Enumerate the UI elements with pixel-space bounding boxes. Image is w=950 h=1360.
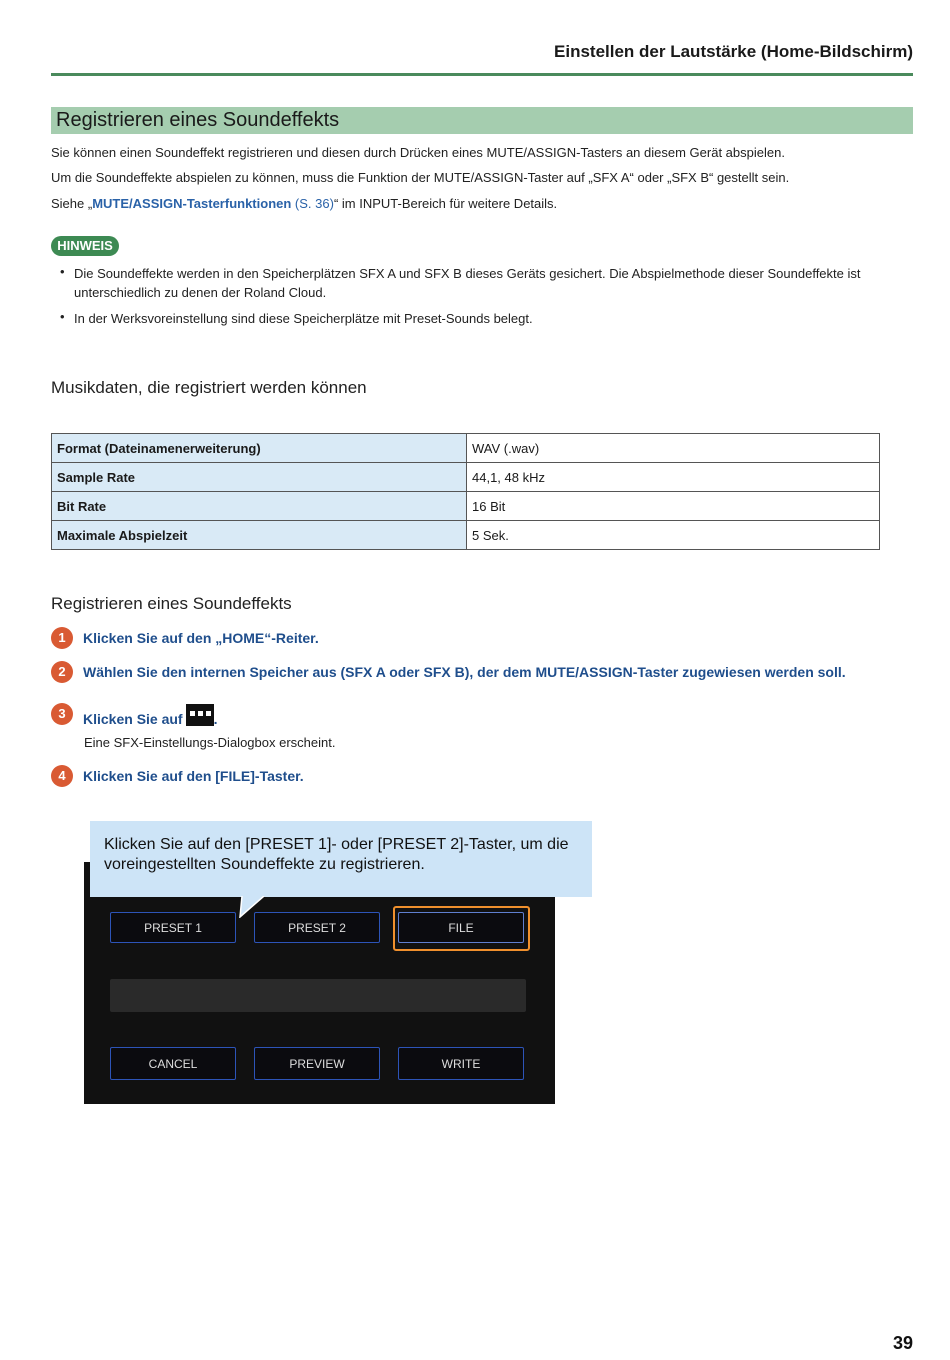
preview-button[interactable]: PREVIEW: [254, 1047, 380, 1080]
table-row: [52, 434, 880, 463]
note-item-1: Die Soundeffekte werden in den Speicherplätzen SFX A und SFX B dieses Geräts gesichert. Die Abspielmethode dieser Soundeffekte ist unterschiedlich zu denen der Roland Cloud.: [74, 266, 861, 300]
bullet-icon: •: [60, 264, 65, 279]
page-reference-link[interactable]: (S. 36): [291, 196, 334, 211]
write-button[interactable]: WRITE: [398, 1047, 524, 1080]
intro-line-3: [51, 196, 557, 211]
sfx-settings-dialog: [84, 862, 555, 1104]
note-item-2: In der Werksvoreinstellung sind diese Speicherplätze mit Preset-Sounds belegt.: [74, 311, 533, 326]
intro-line-3-suffix: “ im INPUT-Bereich für weitere Details.: [333, 196, 558, 211]
procedure-heading: Registrieren eines Soundeffekts: [51, 594, 292, 613]
more-options-icon: [186, 704, 214, 726]
preset-1-button[interactable]: PRESET 1: [110, 912, 236, 943]
music-data-table: [51, 433, 880, 550]
table-key: Format (Dateinamenerweiterung): [52, 434, 467, 463]
table-row: [52, 492, 880, 521]
table-row: [52, 463, 880, 492]
step-text-3-suffix: .: [213, 711, 218, 727]
step-number-3: 3: [51, 703, 73, 725]
intro-line-2: Um die Soundeffekte abspielen zu können, muss die Funktion der MUTE/ASSIGN-Taster auf „SFX A“ oder „SFX B“ gestellt sein.: [51, 170, 790, 185]
callout-pointer-icon: [238, 896, 268, 918]
step-number-1: 1: [51, 627, 73, 649]
step-text-4: Klicken Sie auf den [FILE]-Taster.: [83, 768, 304, 784]
callout-box: [90, 821, 592, 897]
hinweis-badge: HINWEIS: [51, 236, 119, 256]
bullet-icon: •: [60, 309, 65, 324]
header-divider: [51, 73, 913, 76]
file-button[interactable]: FILE: [398, 912, 524, 943]
table-key: Maximale Abspielzeit: [52, 521, 467, 550]
table-key: Sample Rate: [52, 463, 467, 492]
page-number: 39: [892, 1333, 913, 1353]
step-number-4: 4: [51, 765, 73, 787]
page-header-title: Einstellen der Lautstärke (Home-Bildschirm): [554, 42, 913, 61]
preset-2-button[interactable]: PRESET 2: [254, 912, 380, 943]
section-title-band: [51, 107, 913, 134]
section-title: Registrieren eines Soundeffekts: [56, 109, 340, 131]
table-value: WAV (.wav): [467, 434, 880, 463]
cancel-button[interactable]: CANCEL: [110, 1047, 236, 1080]
step-3-note: Eine SFX-Einstellungs-Dialogbox erscheint.: [84, 735, 336, 750]
table-key: Bit Rate: [52, 492, 467, 521]
step-number-2: 2: [51, 661, 73, 683]
table-row: [52, 521, 880, 550]
step-text-1: Klicken Sie auf den „HOME“-Reiter.: [83, 630, 319, 646]
music-data-heading: Musikdaten, die registriert werden können: [51, 378, 367, 397]
intro-line-1: Sie können einen Soundeffekt registrieren und diesen durch Drücken eines MUTE/ASSIGN-Tasters an diesem Gerät abspielen.: [51, 145, 785, 160]
file-name-display: [110, 979, 526, 1012]
step-text-2: Wählen Sie den internen Speicher aus (SFX A oder SFX B), der dem MUTE/ASSIGN-Taster zugewiesen werden soll.: [83, 664, 846, 680]
step-text-3: [83, 704, 217, 727]
step-text-3-label: Klicken Sie auf: [83, 711, 183, 727]
table-value: 16 Bit: [467, 492, 880, 521]
mute-assign-link[interactable]: MUTE/ASSIGN-Tasterfunktionen: [92, 196, 292, 211]
callout-text: Klicken Sie auf den [PRESET 1]- oder [PRESET 2]-Taster, um die voreingestellten Soundeffekte zu registrieren.: [104, 836, 569, 873]
table-value: 44,1, 48 kHz: [467, 463, 880, 492]
table-value: 5 Sek.: [467, 521, 880, 550]
intro-line-3-prefix: Siehe „: [51, 196, 93, 211]
